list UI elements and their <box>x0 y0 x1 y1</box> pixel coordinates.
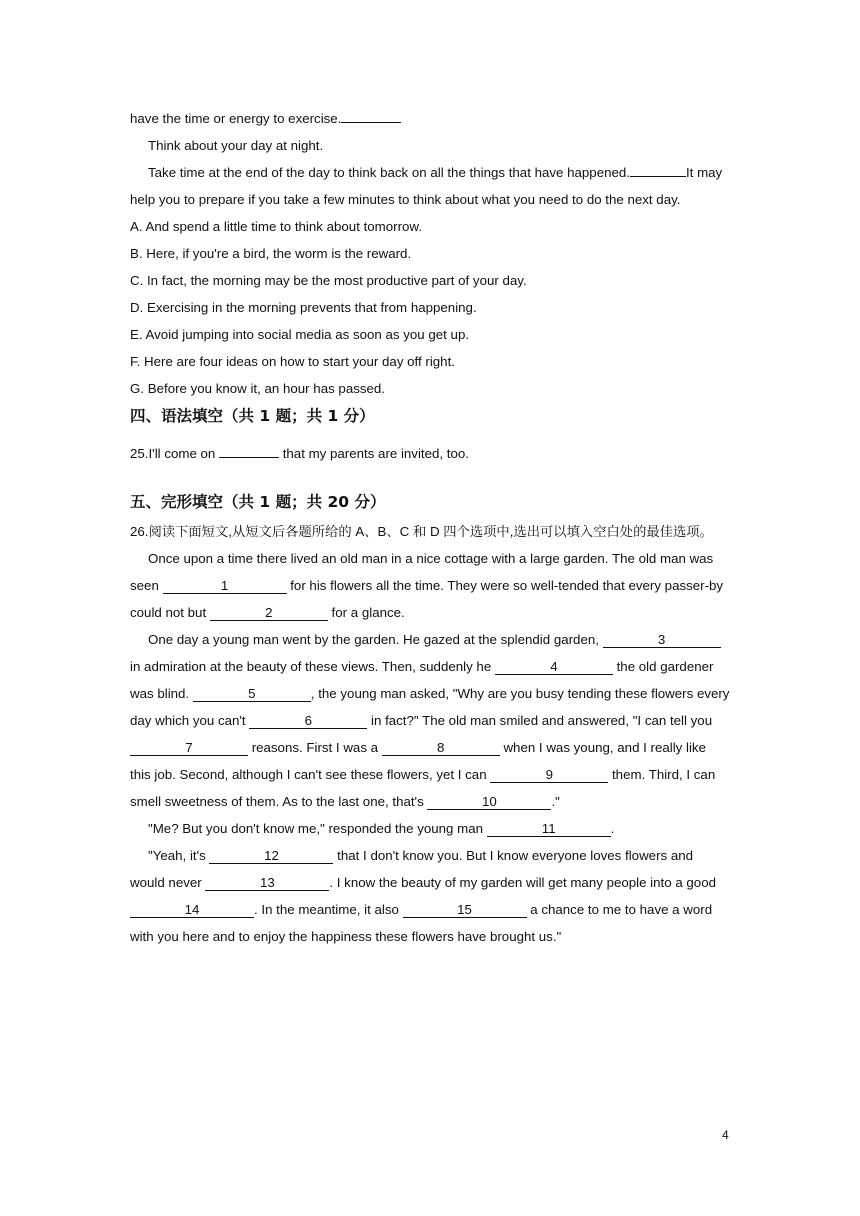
cloze-blank-1: 1 <box>163 579 287 594</box>
cloze-blank-10: 10 <box>427 795 551 810</box>
option-f: F. Here are four ideas on how to start your day off right. <box>130 354 455 369</box>
cloze-text: "Me? But you don't know me," responded the young man <box>148 821 487 836</box>
question-25 <box>130 440 730 467</box>
cloze-blank-5: 5 <box>193 687 311 702</box>
cloze-blank-11: 11 <box>487 822 611 837</box>
option-b: B. Here, if you're a bird, the worm is the reward. <box>130 246 412 261</box>
cloze-text: that I don't know you. But I know everyone loves flowers and would never <box>130 848 694 890</box>
cloze-text: in fact?" The old man smiled and answered, "I can tell you <box>367 713 713 728</box>
cloze-blank-7: 7 <box>130 741 248 756</box>
cloze-text: for a glance. <box>327 605 405 620</box>
cloze-text: . <box>610 821 615 836</box>
intro-line-2: Think about your day at night. <box>148 138 324 153</box>
cloze-blank-15: 15 <box>403 903 527 918</box>
question-26-instruction: 26.阅读下面短文,从短文后各题所给的 A、B、C 和 D 四个选项中,选出可以填入空白处的最佳选项。 <box>130 524 713 539</box>
page-number: 4 <box>722 1128 729 1142</box>
cloze-blank-8: 8 <box>382 741 500 756</box>
option-c: C. In fact, the morning may be the most productive part of your day. <box>130 273 527 288</box>
cloze-text: in admiration at the beauty of these views. Then, suddenly he <box>130 659 495 674</box>
cloze-text: for his flowers all the time. They were so well-tended that every passer-by could not but <box>130 578 724 620</box>
intro-line-3a: Take time at the end of the day to think back on all the things that have happened. <box>148 165 630 180</box>
q25-text-after: that my parents are invited, too. <box>279 446 469 461</box>
cloze-blank-12: 12 <box>209 849 333 864</box>
intro-line-3 <box>130 159 730 213</box>
cloze-text: reasons. First I was a <box>248 740 382 755</box>
cloze-text: . I know the beauty of my garden will get many people into a good <box>329 875 716 890</box>
answer-blank <box>341 122 401 123</box>
cloze-blank-9: 9 <box>490 768 608 783</box>
cloze-text: ." <box>551 794 560 809</box>
page-content <box>130 105 730 950</box>
q25-text-before: 25.I'll come on <box>130 446 220 461</box>
cloze-blank-6: 6 <box>249 714 367 729</box>
cloze-text: them. Third, I can smell sweetness of them. As to the last one, that's <box>130 767 716 809</box>
cloze-blank-13: 13 <box>205 876 329 891</box>
option-a: A. And spend a little time to think about tomorrow. <box>130 219 422 234</box>
cloze-text: , the young man asked, "Why are you busy tending these flowers every day which you can't <box>130 686 730 728</box>
cloze-paragraph-4 <box>130 842 730 950</box>
cloze-paragraph-3 <box>130 815 730 842</box>
section-4-heading: 四、语法填空（共 1 题；共 1 分） <box>130 407 375 425</box>
cloze-text: One day a young man went by the garden. He gazed at the splendid garden, <box>148 632 603 647</box>
cloze-text: the old gardener was blind. <box>130 659 714 701</box>
cloze-text: . In the meantime, it also <box>254 902 403 917</box>
cloze-paragraph-2 <box>130 626 730 815</box>
cloze-text: a chance to me to have a word with you here and to enjoy the happiness these flowers have brought us." <box>130 902 713 944</box>
option-d: D. Exercising in the morning prevents that from happening. <box>130 300 477 315</box>
cloze-blank-4: 4 <box>495 660 613 675</box>
cloze-blank-14: 14 <box>130 903 254 918</box>
cloze-blank-3: 3 <box>603 633 721 648</box>
cloze-text: when I was young, and I really like this job. Second, although I can't see these flowers, yet I can <box>130 740 706 782</box>
answer-blank <box>630 176 686 177</box>
cloze-text: "Yeah, it's <box>148 848 210 863</box>
intro-line-1-text: have the time or energy to exercise. <box>130 111 342 126</box>
cloze-blank-2: 2 <box>210 606 328 621</box>
answer-blank <box>219 457 279 458</box>
cloze-text: Once upon a time there lived an old man in a nice cottage with a large garden. The old man was seen <box>130 551 714 593</box>
cloze-paragraph-1 <box>130 545 730 626</box>
intro-line-3b: It may help you to prepare if you take a few minutes to think about what you need to do the next day. <box>130 165 723 207</box>
option-e: E. Avoid jumping into social media as soon as you get up. <box>130 327 470 342</box>
option-g: G. Before you know it, an hour has passed. <box>130 381 386 396</box>
section-5-heading: 五、完形填空（共 1 题；共 20 分） <box>130 493 386 511</box>
intro-line-1 <box>130 105 730 132</box>
